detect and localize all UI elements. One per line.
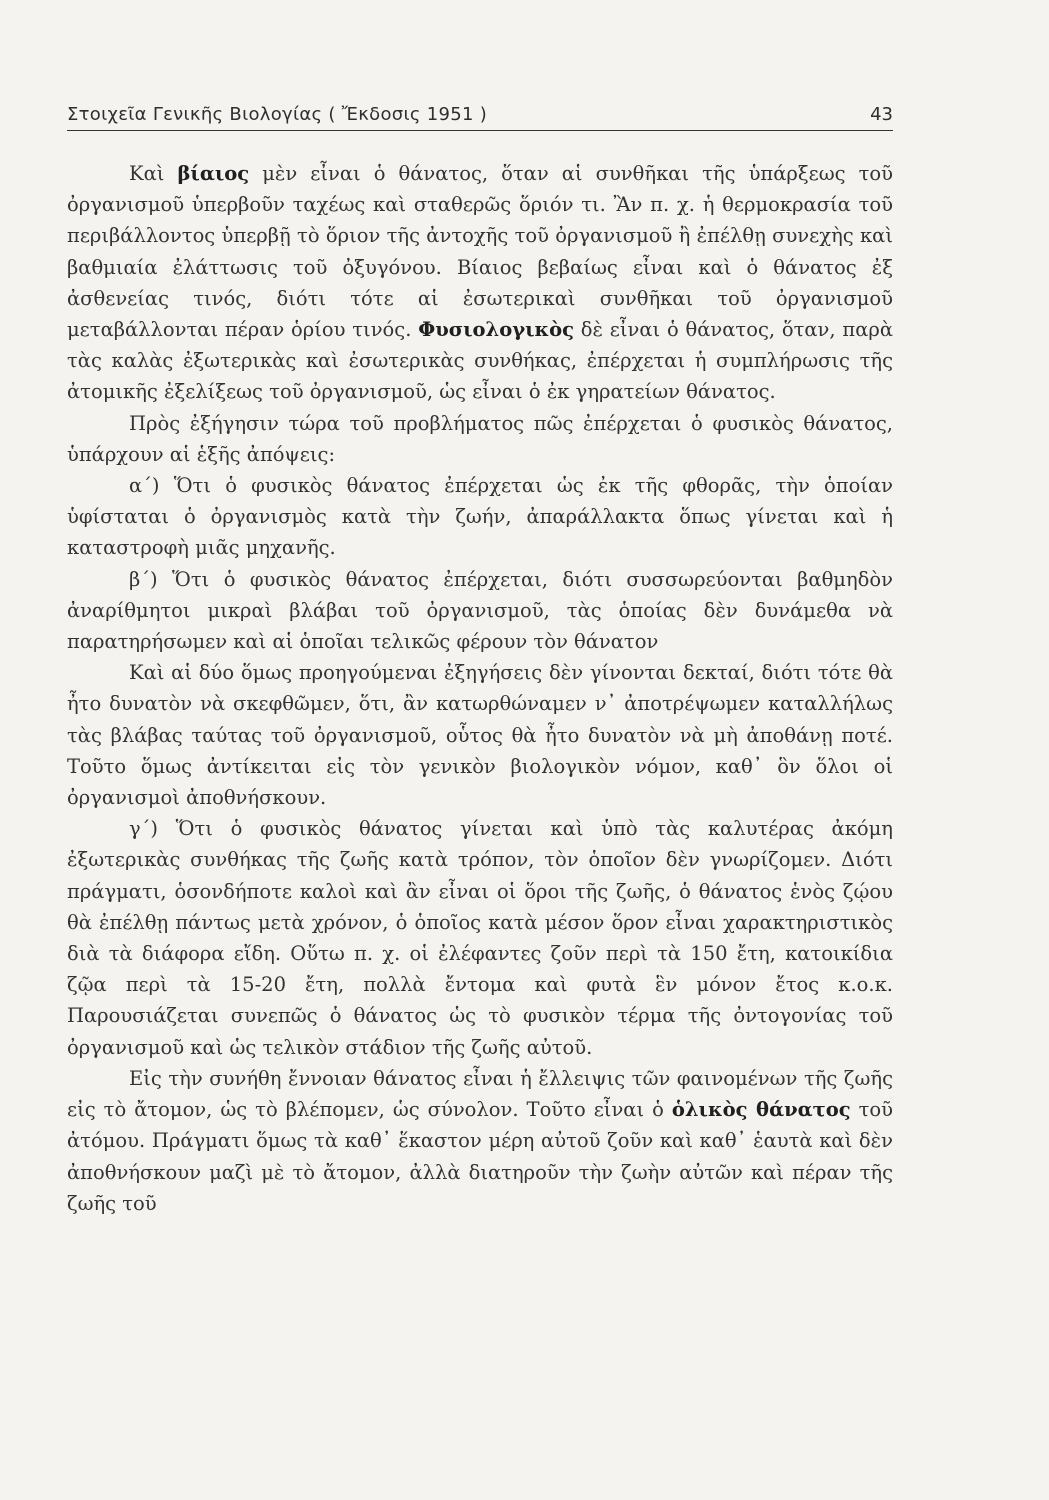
body-text xyxy=(67,158,893,1219)
paragraph-2: Πρὸς ἐξήγησιν τώρα τοῦ προβλήματος πῶς ἐπέρχεται ὁ φυσικὸς θάνατος, ὑπάρχουν αἱ ἑξῆς ἀπόψεις: xyxy=(67,411,893,466)
page-number: 43 xyxy=(870,104,893,125)
term-violent: βίαιος xyxy=(177,162,250,185)
paragraph-6: γ΄) Ὅτι ὁ φυσικὸς θάνατος γίνεται καὶ ὑπὸ τὰς καλυτέρας ἀκόμη ἐξωτερικὰς συνθήκας τῆς ζωῆς κατὰ τρόπον, τὸν ὁποῖον δὲν γνωρίζομεν. Διότι πράγματι, ὁσονδήποτε καλοὶ καὶ ἂν εἶναι οἱ ὅροι τῆς ζωῆς, ὁ θάνατος ἑνὸς ζῴου θὰ ἐπέλθῃ πάντως μετὰ χρόνον, ὁ ὁποῖος κατὰ μέσον ὅρον εἶναι χαρακτηριστικὸς διὰ τὰ διάφορα εἴδη. Οὕτω π. χ. οἱ ἐλέφαντες ζοῦν περὶ τὰ 150 ἔτη, κατοικίδια ζῷα περὶ τὰ 15-20 ἔτη, πολλὰ ἔντομα καὶ φυτὰ ἓν μόνον ἔτος κ.ο.κ. Παρουσιάζεται συνεπῶς ὁ θάνατος ὡς τὸ φυσικὸν τέρμα τῆς ὀντογονίας τοῦ ὀργανισμοῦ καὶ ὡς τελικὸν στάδιον τῆς ζωῆς αὐτοῦ. xyxy=(67,817,893,1059)
term-total-death: ὁλικὸς θάνατος xyxy=(671,1098,851,1122)
paragraph-7: Εἰς τὴν συνήθη ἔννοιαν θάνατος εἶναι ἡ ἔλλειψις τῶν φαινομένων τῆς ζωῆς εἰς τὸ ἄτομον, ὡς τὸ βλέπομεν, ὡς σύνολον. Τοῦτο εἶναι ὁ ὁλικὸς θάνατος τοῦ ἀτόμου. Πράγματι ὅμως τὰ καθ᾿ ἕκαστον μέρη αὐτοῦ ζοῦν καὶ καθ᾿ ἑαυτὰ καὶ δὲν ἀποθνήσκουν μαζὶ μὲ τὸ ἄτομον, ἀλλὰ διατηροῦν τὴν ζωὴν αὐτῶν καὶ πέραν τῆς ζωῆς τοῦ xyxy=(67,1066,893,1215)
running-title: Στοιχεῖα Γενικῆς Βιολογίας ( Ἔκδοσις 1951 ) xyxy=(67,104,488,125)
running-header xyxy=(67,102,893,131)
paragraph-5: Καὶ αἱ δύο ὅμως προηγούμεναι ἐξηγήσεις δὲν γίνονται δεκταί, διότι τότε θὰ ἦτο δυνατὸν νὰ σκεφθῶμεν, ὅτι, ἂν κατωρθώναμεν ν᾿ ἀποτρέψωμεν καταλλήλως τὰς βλάβας ταύτας τοῦ ὀργανισμοῦ, οὗτος θὰ ἦτο δυνατὸν νὰ μὴ ἀποθάνῃ ποτέ. Τοῦτο ὅμως ἀντίκειται εἰς τὸν γενικὸν βιολογικὸν νόμον, καθ᾿ ὃν ὅλοι οἱ ὀργανισμοὶ ἀποθνήσκουν. xyxy=(67,661,893,810)
paragraph-1: Καὶ βίαιος μὲν εἶναι ὁ θάνατος, ὅταν αἱ συνθῆκαι τῆς ὑπάρξεως τοῦ ὀργανισμοῦ ὑπερβοῦν ταχέως καὶ σταθερῶς ὅριόν τι. Ἂν π. χ. ἡ θερμοκρασία τοῦ περιβάλλοντος ὑπερβῇ τὸ ὅριον τῆς ἀντοχῆς τοῦ ὀργανισμοῦ ἢ ἐπέλθῃ συνεχὴς καὶ βαθμιαία ἐλάττωσις τοῦ ὀξυγόνου. Βίαιος βεβαίως εἶναι καὶ ὁ θάνατος ἐξ ἀσθενείας τινός, διότι τότε αἱ ἐσωτερικαὶ συνθῆκαι τοῦ ὀργανισμοῦ μεταβάλλονται πέραν ὁρίου τινός. Φυσιολογικὸς δὲ εἶναι ὁ θάνατος, ὅταν, παρὰ τὰς καλὰς ἐξωτερικὰς καὶ ἐσωτερικὰς συνθήκας, ἐπέρχεται ἡ συμπλήρωσις τῆς ἀτομικῆς ἐξελίξεως τοῦ ὀργανισμοῦ, ὡς εἶναι ὁ ἐκ γηρατείων θάνατος. xyxy=(67,162,893,404)
paragraph-3: α΄) Ὅτι ὁ φυσικὸς θάνατος ἐπέρχεται ὡς ἐκ τῆς φθορᾶς, τὴν ὁποίαν ὑφίσταται ὁ ὀργανισμὸς κατὰ τὴν ζωήν, ἀπαράλλακτα ὅπως γίνεται καὶ ἡ καταστροφὴ μιᾶς μηχανῆς. xyxy=(67,474,893,560)
paragraph-4: β΄) Ὅτι ὁ φυσικὸς θάνατος ἐπέρχεται, διότι συσσωρεύονται βαθμηδὸν ἀναρίθμητοι μικραὶ βλάβαι τοῦ ὀργανισμοῦ, τὰς ὁποίας δὲν δυνάμεθα νὰ παρατηρήσωμεν καὶ αἱ ὁποῖαι τελικῶς φέρουν τὸν θάνατον xyxy=(67,567,893,654)
term-physiological: Φυσιολογικὸς xyxy=(418,318,575,342)
